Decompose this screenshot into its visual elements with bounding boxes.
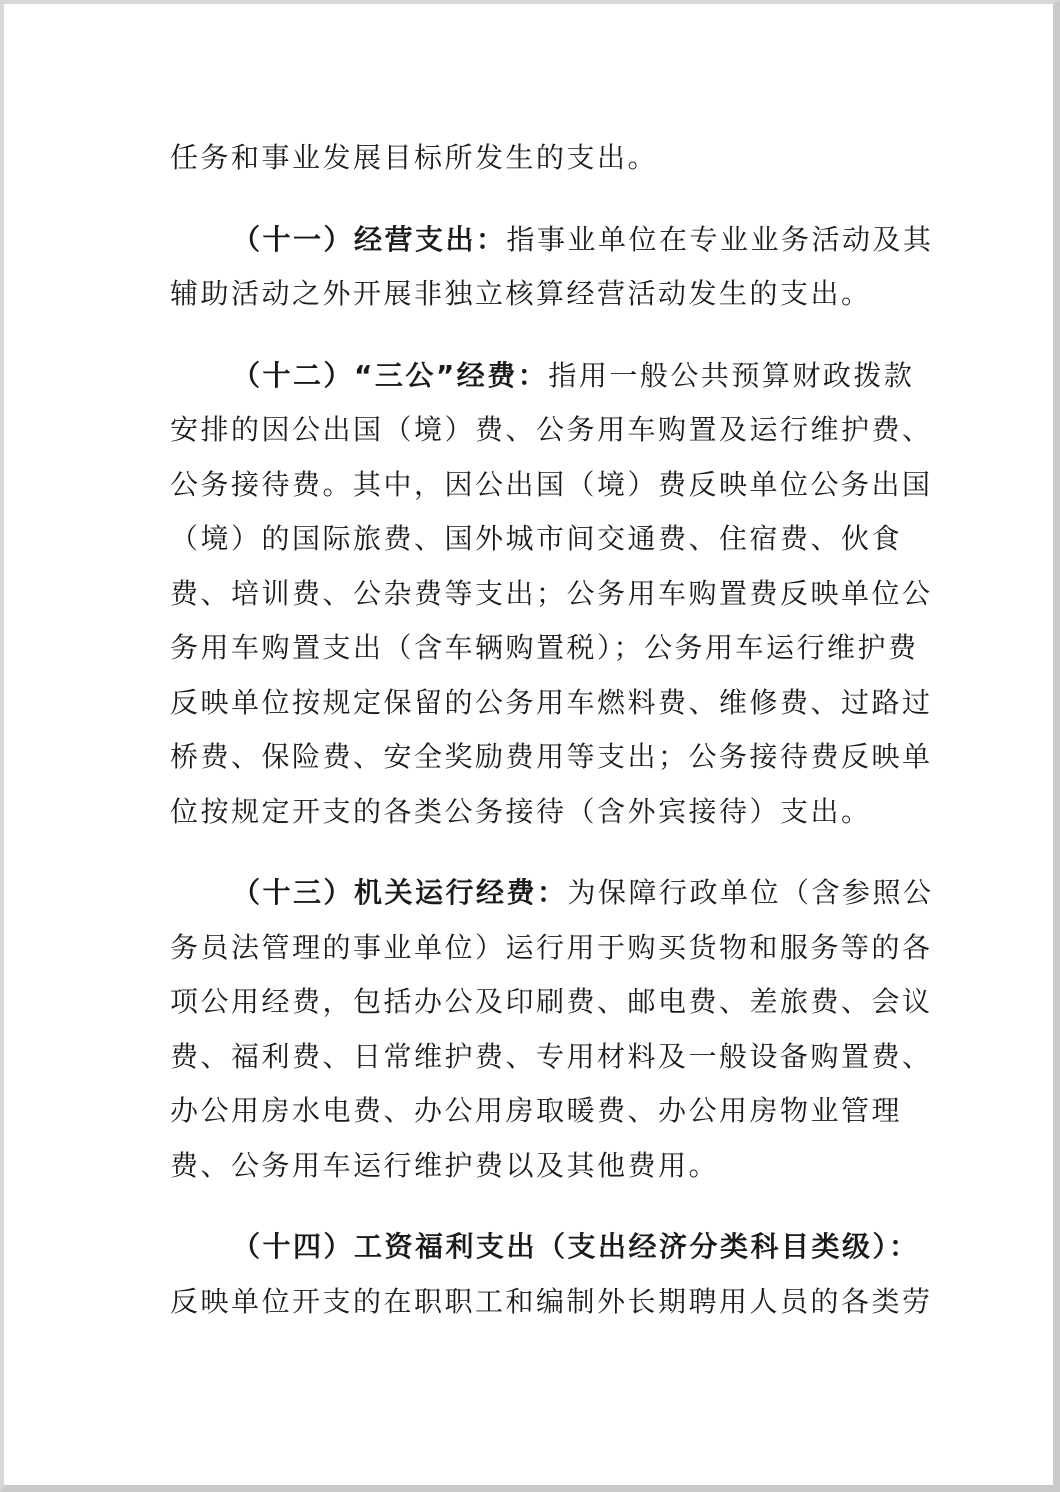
text-line: 办公用房水电费、办公用房取暖费、办公用房物业管理: [170, 1094, 903, 1127]
text-line: 项公用经费，包括办公及印刷费、邮电费、差旅费、会议: [170, 985, 933, 1018]
section-label: （十三）机关运行经费：: [232, 876, 568, 909]
section-label: （十二）“三公”经费：: [232, 358, 549, 392]
text-run: 指用一般公共预算财政拨款: [548, 358, 915, 392]
paragraph-item-11: [170, 213, 934, 322]
text-line: 桥费、保险费、安全奖励费用等支出；公务接待费反映单: [170, 740, 933, 773]
section-label: （十四）工资福利支出（支出经济分类科目类级）：: [232, 1230, 920, 1263]
section-label: （十一）经营支出：: [232, 222, 507, 256]
paragraph-item-14: [170, 1220, 933, 1329]
paragraph-first-line: [170, 866, 934, 921]
text-line: 辅助活动之外开展非独立核算经营活动发生的支出。: [170, 277, 872, 310]
paragraph-item-12: [170, 349, 933, 840]
text-line: 费、培训费、公杂费等支出；公务用车购置费反映单位公: [170, 576, 933, 610]
text-line: 安排的因公出国（境）费、公务用车购置及运行维护费、: [170, 413, 933, 446]
text-run: 指事业单位在专业业务活动及其: [506, 222, 934, 256]
paragraph-first-line: [170, 213, 934, 268]
paragraph-first-line: [170, 349, 915, 404]
text-line: 任务和事业发展目标所发生的支出。: [170, 141, 659, 174]
text-line: 费、福利费、日常维护费、专用材料及一般设备购置费、: [170, 1039, 933, 1073]
text-line: （境）的国际旅费、国外城市间交通费、住宿费、伙食: [170, 522, 903, 555]
text-line: 费、公务用车运行维护费以及其他费用。: [170, 1148, 720, 1182]
text-line: 务员法管理的事业单位）运行用于购买货物和服务等的各: [170, 930, 933, 964]
paragraph-continuation: [170, 131, 872, 186]
paragraph-first-line: [170, 1220, 920, 1275]
text-line: 位按规定开支的各类公务接待（含外宾接待）支出。: [170, 794, 872, 828]
text-run: 为保障行政单位（含参照公: [567, 876, 934, 909]
text-line: 务用车购置支出（含车辆购置税）；公务用车运行维护费: [170, 631, 919, 664]
paragraph-item-13: [170, 866, 934, 1193]
document-body: [170, 131, 934, 1356]
text-line: 公务接待费。其中，因公出国（境）费反映单位公务出国: [170, 467, 933, 501]
text-line: 反映单位开支的在职职工和编制外长期聘用人员的各类劳: [170, 1284, 933, 1318]
text-line: 反映单位按规定保留的公务用车燃料费、维修费、过路过: [170, 685, 933, 719]
